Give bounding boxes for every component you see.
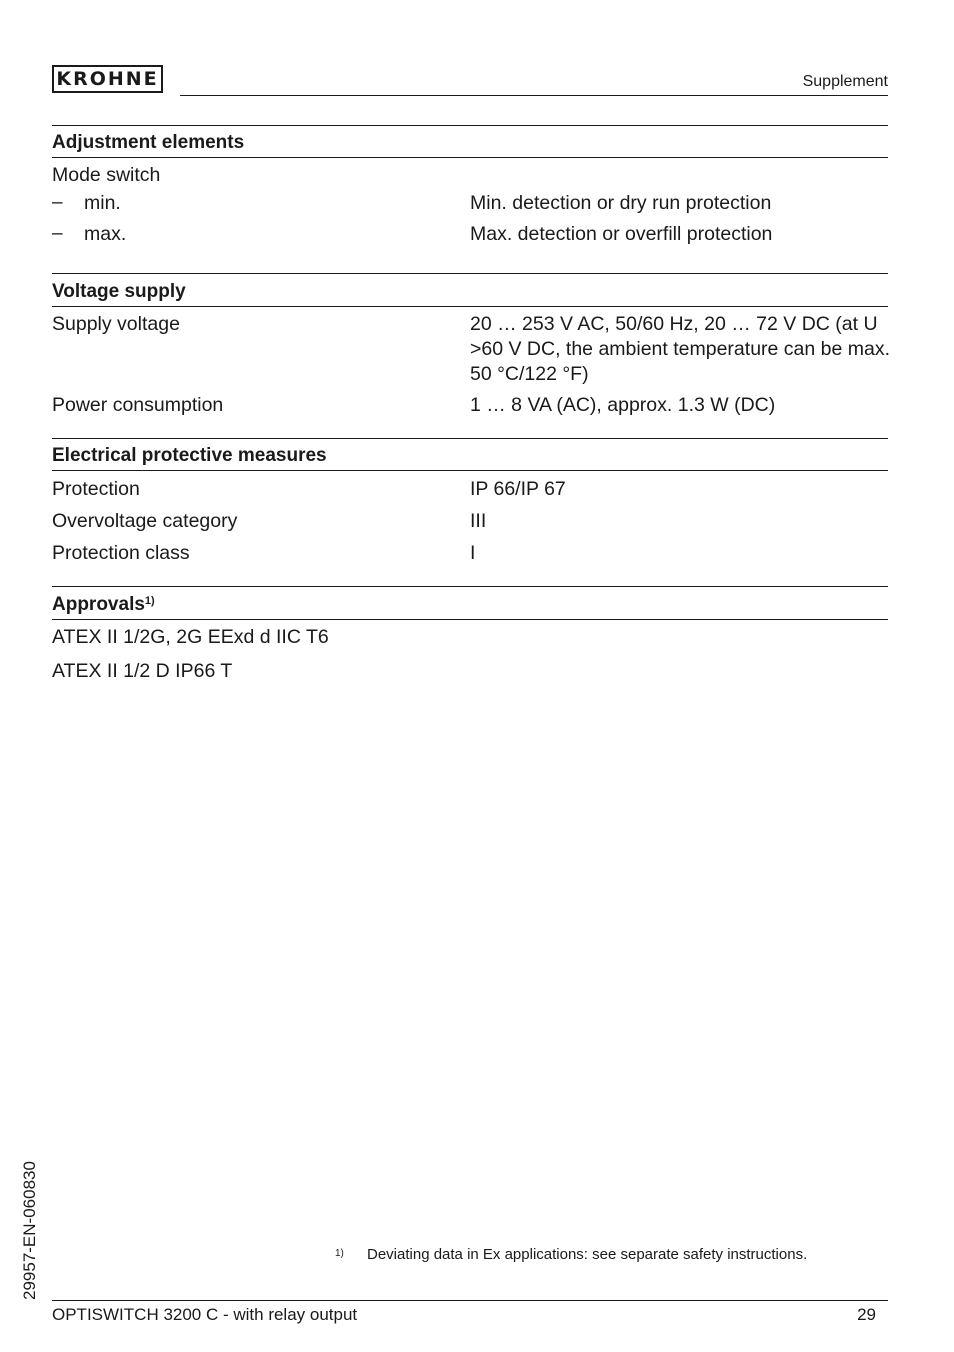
row-label: Supply voltage	[52, 313, 180, 335]
row-value: 20 … 253 V AC, 50/60 Hz, 20 … 72 V DC (at U >60 V DC, the ambient temperature can be max. 50 °C/122 °F)	[470, 313, 891, 385]
approval-item: ATEX II 1/2 D IP66 T	[52, 660, 233, 682]
approval-item: ATEX II 1/2G, 2G EExd d IIC T6	[52, 626, 329, 648]
footnote-text: Deviating data in Ex applications: see separate safety instructions.	[367, 1246, 808, 1263]
document-code: 29957-EN-060830	[20, 1161, 39, 1300]
section-rule-bottom	[52, 306, 888, 307]
row-label: max.	[84, 223, 127, 245]
row-label: min.	[84, 192, 121, 214]
row-value: III	[470, 510, 487, 532]
section-rule-bottom	[52, 619, 888, 620]
list-dash: –	[52, 192, 63, 213]
row-value: Max. detection or overfill protection	[470, 223, 773, 245]
footnote-ref: 1)	[144, 595, 155, 607]
mode-switch-label: Mode switch	[52, 164, 161, 186]
row-value: 1 … 8 VA (AC), approx. 1.3 W (DC)	[470, 394, 776, 416]
footnote-mark: 1)	[335, 1248, 344, 1259]
page-number: 29	[857, 1305, 876, 1324]
row-label: Overvoltage category	[52, 510, 238, 532]
section-title-adjustment: Adjustment elements	[52, 132, 245, 153]
header-section-label: Supplement	[802, 73, 888, 90]
section-rule-bottom	[52, 470, 888, 471]
section-rule-bottom	[52, 157, 888, 158]
row-label: Power consumption	[52, 394, 224, 416]
section-title-electrical: Electrical protective measures	[52, 445, 327, 466]
header-rule	[180, 95, 888, 96]
section-rule-top	[52, 273, 888, 274]
row-value: IP 66/IP 67	[470, 478, 566, 500]
footer-rule	[52, 1300, 888, 1301]
krohne-logo: KROHNE	[52, 65, 163, 93]
row-value: Min. detection or dry run protection	[470, 192, 772, 214]
approvals-title-text: Approvals	[52, 594, 145, 615]
section-rule-top	[52, 438, 888, 439]
section-rule-top	[52, 586, 888, 587]
section-title-approvals	[52, 594, 155, 616]
row-label: Protection class	[52, 542, 190, 564]
section-rule-top	[52, 125, 888, 126]
section-title-voltage: Voltage supply	[52, 281, 186, 302]
footer-title: OPTISWITCH 3200 C - with relay output	[52, 1305, 358, 1324]
row-label: Protection	[52, 478, 140, 500]
row-value: I	[470, 542, 476, 564]
list-dash: –	[52, 223, 63, 244]
